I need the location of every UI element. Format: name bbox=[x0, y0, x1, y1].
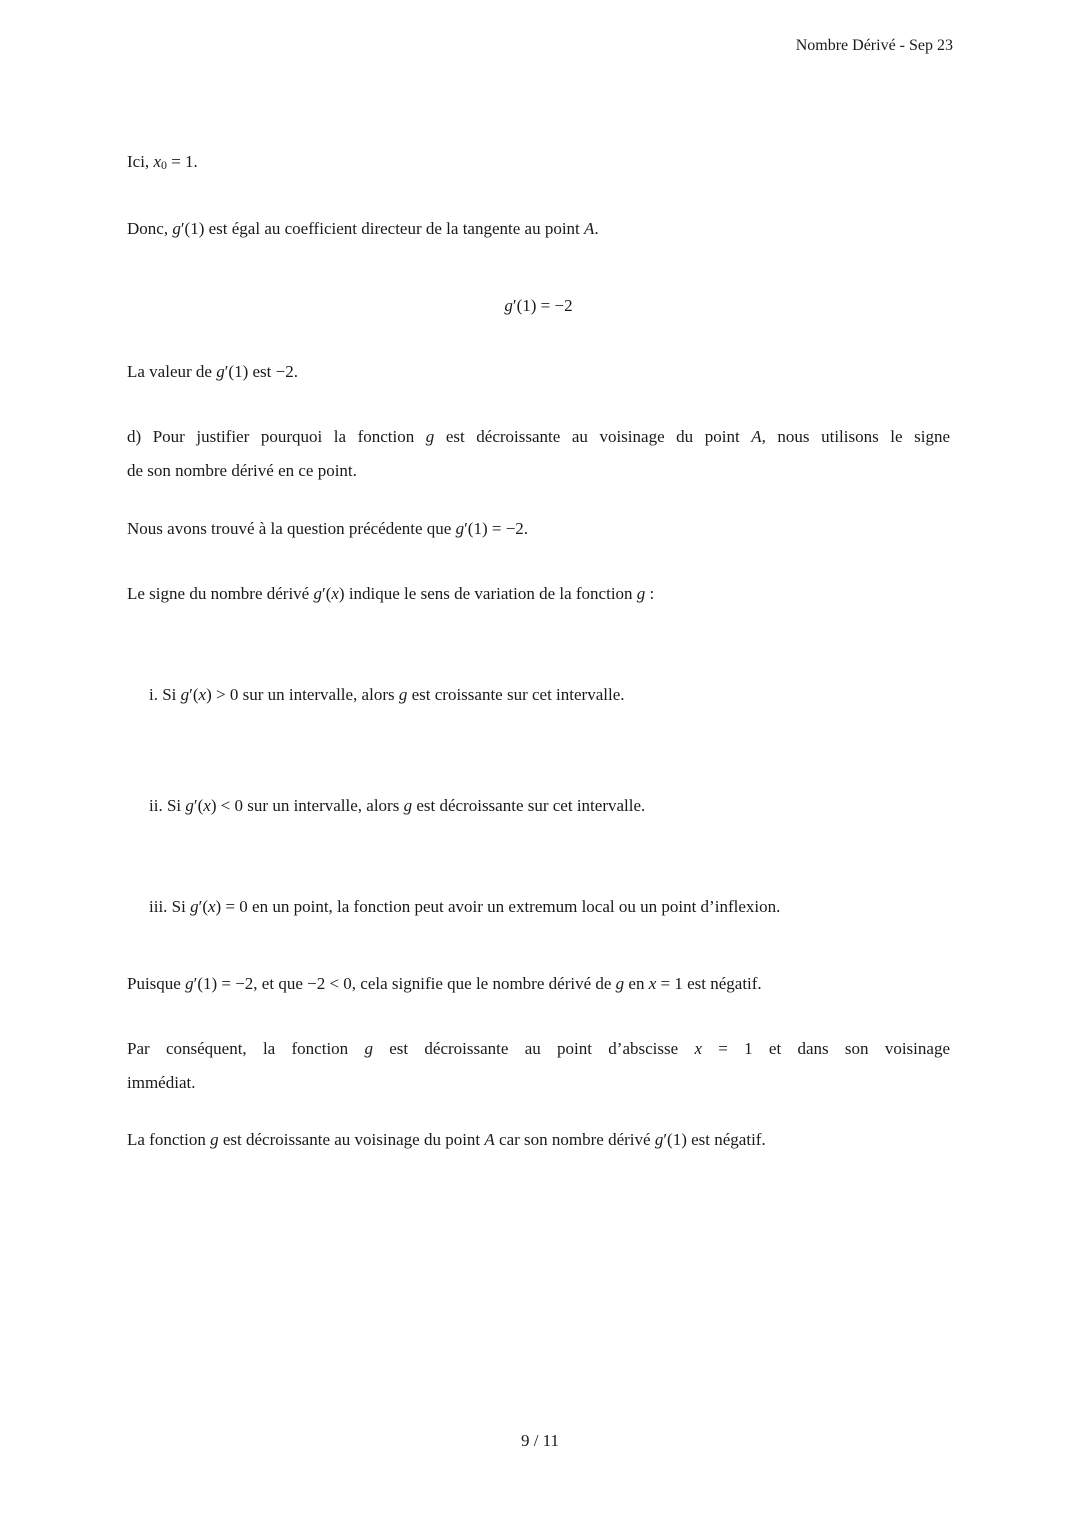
math-segment: g bbox=[455, 519, 465, 538]
math-segment: g bbox=[313, 584, 322, 603]
text-segment: = 1 et dans son voisinage bbox=[701, 1039, 950, 1058]
math-segment: x bbox=[198, 685, 207, 704]
text-segment: ) < 0 sur un intervalle, alors bbox=[210, 796, 404, 815]
text-segment: ′( bbox=[198, 897, 208, 916]
text-segment: ) indique le sens de variation de la fonction bbox=[338, 584, 637, 603]
text-line bbox=[127, 212, 950, 246]
text-segment: ) = 0 en un point, la fonction peut avoir un extremum local ou un point d’inflexion. bbox=[215, 897, 781, 916]
text-segment: La valeur de bbox=[127, 362, 217, 381]
text-segment: Par conséquent, la fonction bbox=[127, 1039, 365, 1058]
math-segment: x bbox=[153, 152, 161, 171]
math-segment: g bbox=[398, 685, 408, 704]
text-line bbox=[127, 454, 950, 488]
text-segment: La fonction bbox=[127, 1130, 211, 1149]
math-segment: g bbox=[185, 974, 194, 993]
paragraph-conclusion bbox=[127, 1123, 950, 1157]
page-header: Nombre Dérivé - Sep 23 bbox=[795, 37, 953, 54]
text-segment: est décroissante au point d’abscisse bbox=[372, 1039, 695, 1058]
text-segment: , nous utilisons le signe bbox=[761, 427, 950, 446]
text-segment: Nous avons trouvé à la question précédente que bbox=[127, 519, 456, 538]
text-line bbox=[127, 577, 950, 611]
math-segment: g bbox=[504, 296, 513, 315]
text-segment: Ici, bbox=[127, 152, 154, 171]
math-segment: g bbox=[216, 362, 225, 381]
text-line bbox=[127, 1032, 950, 1066]
math-segment: x bbox=[648, 974, 657, 993]
math-segment: g bbox=[654, 1130, 664, 1149]
math-segment: x bbox=[694, 1039, 702, 1058]
text-segment: est décroissante au voisinage du point bbox=[434, 427, 752, 446]
math-segment: g bbox=[210, 1130, 219, 1149]
text-segment: immédiat. bbox=[127, 1073, 196, 1092]
paragraph-ici-x0 bbox=[127, 145, 950, 182]
list-item-i-croissante bbox=[127, 678, 950, 712]
paragraph-nous-avons-trouve bbox=[127, 512, 950, 546]
math-segment: g bbox=[364, 1039, 373, 1058]
text-segment: = 1 est négatif. bbox=[656, 974, 762, 993]
text-segment: en bbox=[624, 974, 649, 993]
text-line bbox=[127, 1066, 950, 1100]
paragraph-par-consequent bbox=[127, 1032, 950, 1100]
text-segment: Puisque bbox=[127, 974, 186, 993]
text-segment: ′(1) est négatif. bbox=[663, 1130, 766, 1149]
page-number: 9 / 11 bbox=[520, 1431, 560, 1450]
list-item-iii-extremum bbox=[127, 890, 950, 924]
text-segment: Donc, bbox=[127, 219, 173, 238]
paragraph-d-justifier bbox=[127, 420, 950, 488]
text-line bbox=[149, 678, 950, 712]
paragraph-donc-coefficient bbox=[127, 212, 950, 246]
text-segment: : bbox=[645, 584, 655, 603]
text-segment: de son nombre dérivé en ce point. bbox=[127, 461, 357, 480]
math-segment: A bbox=[584, 219, 595, 238]
math-segment: g bbox=[425, 427, 435, 446]
text-segment: est croissante sur cet intervalle. bbox=[407, 685, 625, 704]
text-segment: Le signe du nombre dérivé bbox=[127, 584, 314, 603]
text-segment: car son nombre dérivé bbox=[494, 1130, 655, 1149]
math-segment: g bbox=[615, 974, 625, 993]
equation-g-prime-1 bbox=[127, 289, 950, 323]
math-segment: x bbox=[203, 796, 211, 815]
text-segment: ) > 0 sur un intervalle, alors bbox=[206, 685, 399, 704]
text-segment: ′(1) est −2. bbox=[224, 362, 298, 381]
text-segment: ′(1) = −2, et que −2 < 0, cela signifie que le nombre dérivé de bbox=[193, 974, 616, 993]
math-segment: g bbox=[636, 584, 646, 603]
text-segment: ′(1) = −2 bbox=[512, 296, 573, 315]
text-line bbox=[149, 789, 950, 823]
text-segment: = 1. bbox=[166, 152, 198, 171]
text-segment: ′(1) est égal au coefficient directeur de la tangente au point bbox=[180, 219, 585, 238]
math-segment: g bbox=[172, 219, 181, 238]
paragraph-le-signe bbox=[127, 577, 950, 611]
text-segment: ′( bbox=[193, 796, 204, 815]
text-line bbox=[127, 967, 950, 1001]
text-segment: est décroissante sur cet intervalle. bbox=[412, 796, 646, 815]
math-segment: x bbox=[331, 584, 339, 603]
subscript-segment: 0 bbox=[160, 158, 167, 173]
text-segment: . bbox=[594, 219, 599, 238]
text-segment: ii. Si bbox=[149, 796, 186, 815]
text-segment: iii. Si bbox=[149, 897, 191, 916]
text-segment: ′( bbox=[189, 685, 199, 704]
math-segment: A bbox=[484, 1130, 495, 1149]
text-segment: ′( bbox=[321, 584, 332, 603]
text-segment: d) Pour justifier pourquoi la fonction bbox=[127, 427, 426, 446]
text-line bbox=[127, 512, 950, 546]
list-item-ii-decroissante bbox=[127, 789, 950, 823]
text-line bbox=[127, 145, 950, 182]
text-segment: ′(1) = −2. bbox=[464, 519, 529, 538]
text-line bbox=[127, 289, 950, 323]
math-segment: g bbox=[403, 796, 413, 815]
math-segment: g bbox=[185, 796, 194, 815]
math-segment: g bbox=[180, 685, 190, 704]
text-line bbox=[149, 890, 950, 924]
text-line bbox=[127, 420, 950, 454]
paragraph-puisque-negatif bbox=[127, 967, 950, 1001]
text-line bbox=[127, 1123, 950, 1157]
text-segment: est décroissante au voisinage du point bbox=[218, 1130, 485, 1149]
paragraph-la-valeur bbox=[127, 355, 950, 389]
math-segment: A bbox=[751, 427, 762, 446]
math-segment: x bbox=[208, 897, 216, 916]
text-line bbox=[127, 355, 950, 389]
text-segment: i. Si bbox=[149, 685, 181, 704]
math-segment: g bbox=[190, 897, 199, 916]
